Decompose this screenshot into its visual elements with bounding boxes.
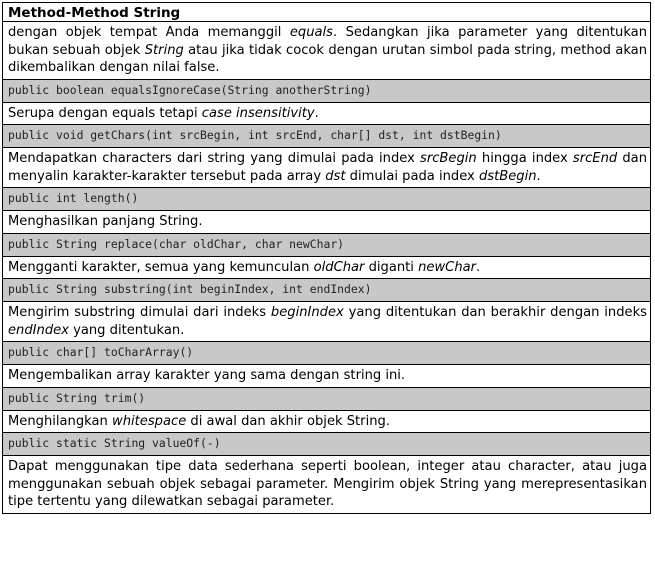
method-signature: public String substring(int beginIndex, int endIndex) [3,279,650,302]
method-signature: public int length() [3,188,650,211]
description-text: Mengirim substring dimulai dari indeks [8,305,271,320]
description-text: dimulai pada index [345,168,479,184]
method-description [3,103,650,126]
method-signature: public void getChars(int srcBegin, int srcEnd, char[] dst, int dstBegin) [3,125,650,148]
description-text: Mengembalikan array karakter yang sama dengan string ini. [8,368,406,383]
method-signature: public static String valueOf(-) [3,433,650,456]
method-description [3,456,650,513]
italic-term: equals [289,25,333,40]
italic-term: beginIndex [270,305,344,320]
method-signature: public boolean equalsIgnoreCase(String anotherString) [3,80,650,103]
description-text: hingga index [476,151,573,166]
table-body [3,22,650,513]
italic-term: dst [325,168,346,184]
method-description [3,302,650,342]
description-text: atau jika tidak cocok dengan urutan simbol pada string, method akan dikembalikan dengan nilai false. [8,42,648,75]
method-signature: public String trim() [3,388,650,411]
description-text: Mendapatkan characters dari string yang dimulai pada index [8,151,421,166]
italic-term: srcEnd [572,151,618,166]
description-text: Menghasilkan panjang String. [8,214,203,229]
method-signature: public String replace(char oldChar, char newChar) [3,234,650,257]
method-description [3,365,650,388]
italic-term: case insensitivity [201,105,315,121]
table-title: Method-Method String [3,3,650,22]
description-text: dan menyalin karakter-karakter tersebut pada array [8,151,647,184]
method-description [3,22,650,80]
description-text: Serupa dengan equals tetapi [8,105,202,121]
description-text: . Sedangkan jika parameter yang ditentukan bukan sebuah objek [8,25,647,58]
italic-term: srcBegin [420,151,477,166]
description-text: diganti [364,259,419,275]
description-text: . [476,259,481,275]
description-text: yang ditentukan. [68,322,185,338]
string-methods-table [2,2,651,514]
method-description [3,148,650,188]
italic-term: oldChar [313,259,365,275]
italic-term: endIndex [8,322,69,338]
description-text: . [536,168,541,184]
description-text: Menghilangkan [8,413,113,429]
method-description [3,411,650,434]
italic-term: dstBegin [478,168,537,184]
italic-term: String [144,42,184,58]
italic-term: newChar [418,259,477,275]
method-description [3,211,650,234]
description-text: Dapat menggunakan tipe data sederhana seperti boolean, integer atau character, atau juga menggunakan sebuah objek sebagai parameter. Mengirim objek String yang merepresentasikan tipe tertentu yang dilewatkan sebagai parameter. [8,459,647,509]
method-signature: public char[] toCharArray() [3,342,650,365]
description-text: Mengganti karakter, semua yang kemunculan [8,259,314,275]
italic-term: whitespace [112,413,187,429]
description-text: yang ditentukan dan berakhir dengan indeks [343,305,647,320]
description-text: dengan objek tempat Anda memanggil [8,25,290,40]
description-text: . [314,105,319,121]
method-description [3,257,650,280]
description-text: di awal dan akhir objek String. [186,413,390,429]
